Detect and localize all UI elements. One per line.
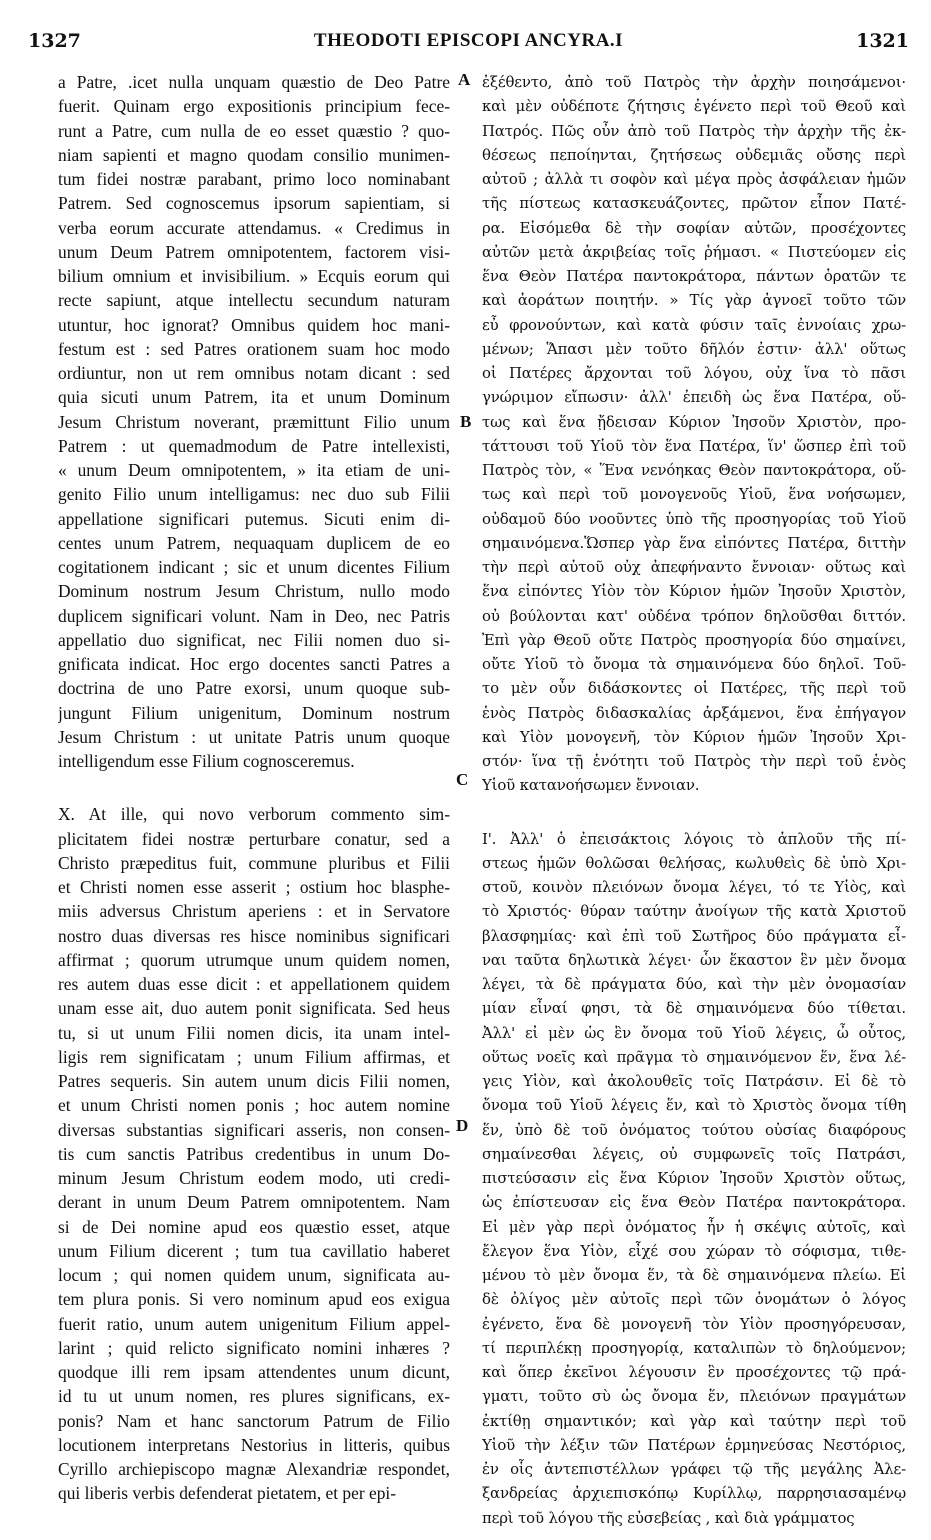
text-line: πιστεύσασιν εἰς ἕνα Κύριον Ἰησοῦν Χριστὸν οὕτως, bbox=[482, 1169, 906, 1187]
text-line: si de Dei nomine apud eos quæstio esset, atque bbox=[58, 1216, 450, 1237]
text-line: ἕνα Θεὸν Πατέρα παντοκράτορα, πάντων ὁρατῶν τε bbox=[482, 267, 906, 285]
text-line: ἑνὸς Πατρὸς διδασκαλίας ἀρξάμενοι, ἕνα ἐπήγαγον bbox=[482, 703, 906, 722]
text-line: οὐ βούλονται κατ' οὐδένα τρόπον δηλοῦσθαι διττόν. bbox=[482, 606, 906, 625]
running-header bbox=[28, 30, 909, 56]
text-line: appellatio duo significat, nec Filii nomen duo si- bbox=[58, 629, 450, 650]
text-line: δὲ ὀλίγος μὲν αὐτοῖς περὶ τῶν ὀνομάτων ὁ λόγος bbox=[482, 1290, 906, 1309]
text-line: et unum Christi nomen ponis ; hoc autem nomine bbox=[58, 1095, 450, 1116]
text-line: στοῦ, κοινὸν πλειόνων ὄνομα λέγει, τό τε Υἱὸς, καὶ bbox=[482, 878, 906, 896]
text-line: Cyrillo archiepiscopo magnæ Alexandriæ respondet, bbox=[58, 1459, 450, 1479]
text-line: niam sapienti et magno quodam consilio munimen- bbox=[58, 144, 450, 165]
text-line: ναι ταῦτα δηλωτικὰ λέγει· ὧν ἕκαστον ἓν μὲν ὄνομα bbox=[482, 950, 906, 969]
page-number-left: 1327 bbox=[28, 30, 81, 52]
text-line: Ἐπὶ γὰρ Θεοῦ οὔτε Πατρὸς προσηγορία δύο σημαίνει, bbox=[482, 630, 906, 649]
text-line: ξανδρείας ἀρχιεπισκόπῳ Κυρίλλῳ, παρρησιασαμένῳ bbox=[482, 1484, 906, 1503]
text-line: jungunt Filium unigenitum, Dominum nostrum bbox=[58, 702, 450, 723]
text-line: verba eorum accurate attendamus. « Credimus in bbox=[58, 217, 450, 238]
text-line: centes unum Patrem, nequaquam duplicem de eo bbox=[58, 532, 450, 553]
text-line: ordiuntur, non ut rem omnibus notam dicant : sed bbox=[58, 363, 450, 383]
text-line: Πατρός. Πῶς οὖν ἀπὸ τοῦ Πατρὸς τὴν ἀρχὴν τῆς ἐκ- bbox=[482, 121, 906, 140]
text-line: τὴν περὶ αὐτοῦ οὐχ ἀπεφήναντο ἔννοιαν· οὕτως καὶ bbox=[482, 558, 906, 576]
text-line: X. At ille, qui novo verborum commento sim- bbox=[58, 804, 450, 825]
text-line: βλασφημίας· καὶ ἐπὶ τοῦ Σωτῆρος δύο πράγματα εἶ- bbox=[482, 926, 906, 945]
latin-paragraph bbox=[58, 70, 450, 773]
text-line: « unum Deum omnipotentem, » ita etiam de uni- bbox=[58, 460, 450, 480]
text-line: ἐν οἷς ἀντεπιστέλλων γράφει τῷ τῆς μεγάλης Ἀλε- bbox=[482, 1460, 906, 1478]
text-line: οὔτε Υἱοῦ τὸ ὄνομα τὰ σημαινόμενα δύο δηλοῖ. Τοῦ- bbox=[482, 655, 906, 673]
text-line: locutionem interpretans Nestorius in litteris, quibus bbox=[58, 1434, 450, 1455]
text-line: Patrem : ut quemadmodum de Patre intellexisti, bbox=[58, 435, 450, 456]
text-line: ὡς ἐπίστευσαν εἰς ἕνα Θεὸν Πατέρα παντοκράτορα. bbox=[482, 1193, 906, 1212]
text-line: τῆς πίστεως κατασκευάζοντες, πρῶτον εἶπον Πατέ- bbox=[482, 194, 906, 213]
text-line: καὶ μὲν οὐδέποτε ζήτησις ἐγένετο περὶ τοῦ Θεοῦ καὶ bbox=[482, 97, 906, 116]
text-line: Jesum Christum noverant, præmittunt Filio unum bbox=[58, 411, 450, 432]
text-line: σημαίνεσθαι λέγεις, οὐ συμφωνεῖς τοῖς Πατράσι, bbox=[482, 1144, 906, 1163]
text-line: Ι'. Ἀλλ' ὁ ἐπεισάκτοις λόγοις τὸ ἁπλοῦν τῆς πί- bbox=[482, 829, 906, 848]
text-line: tu, si ut unum Filii nomen dicis, ita unam intel- bbox=[58, 1022, 450, 1043]
text-line: a Patre, .icet nulla unquam quæstio de Deo Patre bbox=[58, 72, 450, 92]
page-number-right: 1321 bbox=[856, 30, 909, 52]
text-line: μίαν εἶναί φησι, τὰ δὲ σημαινόμενα δύο τίθεται. bbox=[482, 999, 906, 1018]
text-line: καὶ Υἱὸν μονογενῆ, τὸν Κύριον ἡμῶν Ἰησοῦν Χρι- bbox=[482, 727, 906, 746]
text-line: γεις Υἱὸν, καὶ ἀκολουθεῖς τοῖς Πατράσιν. Εἰ δὲ τὸ bbox=[482, 1072, 906, 1090]
text-line: derant in unum Deum Patrem omnipotentem. Nam bbox=[58, 1192, 450, 1213]
text-line: cogitationem indicant ; sic et unum dicentes Filium bbox=[58, 557, 450, 577]
text-line: fuerit ratio, unum autem unigenitum Filium appel- bbox=[58, 1313, 450, 1334]
text-line: γματι, τοῦτο σὺ ὡς ὄνομα ἕν, πλειόνων πραγμάτων bbox=[482, 1387, 906, 1406]
text-line: tum fidei nostræ parabant, primo loco nominabant bbox=[58, 169, 450, 189]
text-line: καὶ ἀοράτων ποιητήν. » Τίς γὰρ ἀγνοεῖ τοῦτο τῶν bbox=[482, 291, 906, 310]
text-line: Υἱοῦ τὴν λέξιν τῶν Πατέρων ἑρμηνεύσας Νεστόριος, bbox=[482, 1435, 906, 1454]
text-line: fuerit. Quinam ergo expositionis principium fece- bbox=[58, 96, 450, 117]
margin-letter-d: D bbox=[456, 1116, 469, 1135]
text-line: doctrina de uno Patre exorsi, unum quoque sub- bbox=[58, 678, 450, 699]
text-line: τως καὶ περὶ τοῦ μονογενοῦς Υἱοῦ, ἕνα νοήσωμεν, bbox=[482, 485, 906, 504]
greek-column bbox=[482, 70, 906, 1530]
text-line: Patrem. Sed cognoscemus ipsorum sapientiam, si bbox=[58, 193, 450, 214]
text-line: gnificata indicat. Hoc ergo docentes sancti Patres a bbox=[58, 654, 450, 674]
text-line: quia sicuti unum Patrem, ita et unum Dominum bbox=[58, 387, 450, 408]
text-line: appellatione significari putemus. Sicuti enim di- bbox=[58, 508, 450, 529]
greek-paragraph bbox=[482, 827, 906, 1530]
text-line: ἕνα εἰπόντες Υἱὸν τὸν Κύριον ἡμῶν Ἰησοῦν Χριστὸν, bbox=[482, 582, 906, 601]
text-line: καὶ ὅπερ ἐκεῖνοι λέγουσιν ἓν προσέχοντες τῷ πρά- bbox=[482, 1363, 906, 1381]
latin-column bbox=[58, 70, 450, 1506]
text-line: runt a Patre, cum nulla de eo esset quæstio ? quo- bbox=[58, 120, 450, 141]
text-line: nostro duas diversas res hisce nominibus significari bbox=[58, 925, 450, 946]
text-line: αὐτῶν μετὰ ἀκριβείας τοῖς ῥήμασι. « Πιστεύομεν εἰς bbox=[482, 242, 906, 261]
text-line: res autem duas esse dicit : et appellationem quidem bbox=[58, 974, 450, 994]
text-line: λέγει, τὰ δὲ πράγματα δύο, καὶ τὴν μὲν ὀνομασίαν bbox=[482, 975, 906, 993]
text-line: οἱ Πατέρες ἄρχονται τοῦ λόγου, οὐχ ἵνα τὸ πᾶσι bbox=[482, 364, 906, 382]
text-line: Jesum Christum : ut unitate Patris unum quoque bbox=[58, 726, 450, 747]
text-line: bilium omnium et invisibilium. » Ecquis eorum qui bbox=[58, 266, 450, 286]
text-line: ligis rem significatam ; unum Filium affirmas, et bbox=[58, 1046, 450, 1067]
latin-paragraph bbox=[58, 802, 450, 1505]
text-line: Dominum nostrum Jesum Christum, nullo modo bbox=[58, 581, 450, 602]
text-line: τί περιπλέκῃ προσηγορίᾳ, καταλιπὼν τὸ δηλούμενον; bbox=[482, 1338, 906, 1357]
text-line: οὐδαμοῦ δύο νοοῦντες ὑπὸ τῆς προσηγορίας τοῦ Υἱοῦ bbox=[482, 509, 906, 528]
text-line: plicitatem fidei nostræ perturbare conatur, sed a bbox=[58, 828, 450, 849]
text-line: περὶ τοῦ λόγου τῆς εὐσεβείας , καὶ διὰ γράμματος bbox=[482, 1508, 855, 1527]
text-line: Patres sequeris. Sin autem unum dicis Filii nomen, bbox=[58, 1071, 450, 1091]
text-line: id tu ut unum nomen, res plures significans, ex- bbox=[58, 1386, 450, 1407]
text-line: ἐξέθεντο, ἀπὸ τοῦ Πατρὸς τὴν ἀρχὴν ποιησάμενοι· bbox=[482, 73, 906, 91]
text-line: εὖ φρονούντων, καὶ κατὰ φύσιν ταῖς ἐννοίαις χρω- bbox=[482, 315, 906, 334]
text-line: ἔλεγον ἕνα Υἱὸν, εἶχέ σου χώραν τὸ σόφισμα, τιθε- bbox=[482, 1241, 906, 1260]
text-line: ὄνομα τοῦ Υἱοῦ λέγεις ἕν, καὶ τὸ Χριστὸς ὄνομα τίθη bbox=[482, 1096, 906, 1115]
text-line: ἐκτίθῃ σημαντικόν; καὶ γὰρ καὶ ταύτην περὶ τοῦ bbox=[482, 1411, 906, 1430]
text-line: μένων; Ἅπασι μὲν τοῦτο δῆλόν ἐστιν· ἀλλ' οὕτως bbox=[482, 339, 906, 358]
text-line: Ἀλλ' εἰ μὲν ὡς ἓν ὄνομα τοῦ Υἱοῦ λέγεις, ὦ οὗτος, bbox=[482, 1023, 906, 1042]
margin-letter-a: A bbox=[458, 70, 471, 89]
greek-paragraph bbox=[482, 70, 906, 798]
text-line: γνώριμον εἴπωσιν· ἀλλ' ἐπειδὴ ὡς ἕνα Πατέρα, οὕ- bbox=[482, 388, 906, 407]
text-line: ἕν, ὑπὸ δὲ τοῦ ὀνόματος τούτου οὐσίας διαφόρους bbox=[482, 1120, 906, 1139]
text-line: recte sapiunt, atque intellectu secundum naturam bbox=[58, 290, 450, 311]
text-line: diversas substantias significari asseris, non consen- bbox=[58, 1119, 450, 1140]
text-line: οὕτως νοεῖς καὶ πρᾶγμα τὸ σημαινόμενον ἕν, ἕνα λέ- bbox=[482, 1047, 906, 1066]
text-line: miis adversus Christum aperiens : et in Servatore bbox=[58, 901, 450, 922]
margin-letter-c: C bbox=[456, 770, 469, 789]
text-line: festum est : sed Patres orationem suam hoc modo bbox=[58, 338, 450, 359]
text-line: Christo præpeditus fuit, commune pluribus et Filii bbox=[58, 852, 450, 873]
text-line: utuntur, hoc ignorat? Omnibus quidem hoc mani- bbox=[58, 314, 450, 335]
header-title: THEODOTI EPISCOPI ANCYRA.I bbox=[313, 30, 624, 51]
margin-letter-b: B bbox=[460, 412, 472, 431]
text-line: Υἱοῦ κατανοήσωμεν ἔννοιαν. bbox=[482, 776, 700, 795]
text-line: affirmat ; quorum utrumque unum quidem nomen, bbox=[58, 949, 450, 970]
text-line: ρα. Εἰσόμεθα δὲ τὴν σοφίαν αὐτῶν, προσέχοντες bbox=[482, 218, 906, 237]
text-line: et Christi nomen esse asserit ; ostium hoc blasphe- bbox=[58, 877, 450, 897]
text-line: το μὲν οὖν διδάσκοντες οἱ Πατέρες, τῆς περὶ τοῦ bbox=[482, 679, 906, 698]
text-line: στόν· ἵνα τῇ ἑνότητι τοῦ Πατρὸς τὴν περὶ τοῦ ἑνὸς bbox=[482, 752, 906, 770]
text-line: Πατρὸς τὸν, « Ἕνα νενόηκας Θεὸν παντοκράτορα, οὕ- bbox=[482, 461, 906, 479]
text-line: duplicem significari volunt. Nam in Deo, nec Patris bbox=[58, 605, 450, 626]
text-line: αὐτοῦ ; ἀλλὰ τι σοφὸν καὶ μέγα πρὸς ἀσφάλειαν ἡμῶν bbox=[482, 170, 906, 188]
text-line: unum Filium dicerent ; tum tua cavillatio haberet bbox=[58, 1240, 450, 1261]
text-line: στεως ἡμῶν θολῶσαι θελήσας, κωλυθεὶς δὲ ὑπὸ Χρι- bbox=[482, 853, 906, 872]
text-line: minum Jesum Christum eodem modo, uti credi- bbox=[58, 1168, 450, 1188]
text-line: qui liberis verbis defenderat pietatem, et per epi- bbox=[58, 1483, 397, 1504]
text-line: locum ; qui nomen quidem unum, significata au- bbox=[58, 1265, 450, 1285]
text-line: tis cum sanctis Patribus credentibus in unum Do- bbox=[58, 1143, 450, 1164]
text-line: ponis? Nam et hanc sanctorum Patrum de Filio bbox=[58, 1410, 450, 1431]
text-line: larint ; quid relicto significato nomini inhæres ? bbox=[58, 1337, 450, 1358]
text-line: τάττουσι τοῦ Υἱοῦ τὸν ἕνα Πατέρα, ἵν' ὥσπερ ἐπὶ τοῦ bbox=[482, 436, 906, 455]
text-line: τὸ Χριστός· θύραν ταύτην ἀνοίγων τῆς κατὰ Χριστοῦ bbox=[482, 902, 906, 921]
text-line: quodque illi rem ipsam attendentes unum dicunt, bbox=[58, 1362, 450, 1382]
text-line: Εἰ μὲν γὰρ περὶ ὀνόματος ἦν ἡ σκέψις αὐτοῖς, καὶ bbox=[482, 1217, 906, 1236]
text-line: ἐγένετο, ἕνα δὲ μονογενῆ τὸν Υἱὸν προσηγόρευσαν, bbox=[482, 1314, 906, 1333]
text-line: genito Filio unum intelligamus: nec duo sub Filii bbox=[58, 484, 450, 505]
text-line: σημαινόμενα.Ὥσπερ γὰρ ἕνα εἰπόντες Πατέρα, διττὴν bbox=[482, 533, 906, 552]
text-line: θέσεως πεποίηνται, ζητήσεως οὐδεμιᾶς οὔσης περὶ bbox=[482, 145, 906, 164]
text-line: τως καὶ ἕνα ᾔδεισαν Κύριον Ἰησοῦν Χριστὸν, προ- bbox=[482, 412, 906, 431]
text-line: intelligendum esse Filium cognosceremus. bbox=[58, 751, 355, 771]
text-line: unam esse ait, duo autem ponit significata. Sed heus bbox=[58, 998, 450, 1019]
text-line: tem plura ponis. Si vero nominum apud eos exigua bbox=[58, 1289, 450, 1310]
text-line: μένου τὸ μὲν ὄνομα ἕν, τὰ δὲ σημαινόμενα πλείω. Εἰ bbox=[482, 1266, 906, 1284]
text-line: unum Deum Patrem omnipotentem, factorem visi- bbox=[58, 241, 450, 262]
